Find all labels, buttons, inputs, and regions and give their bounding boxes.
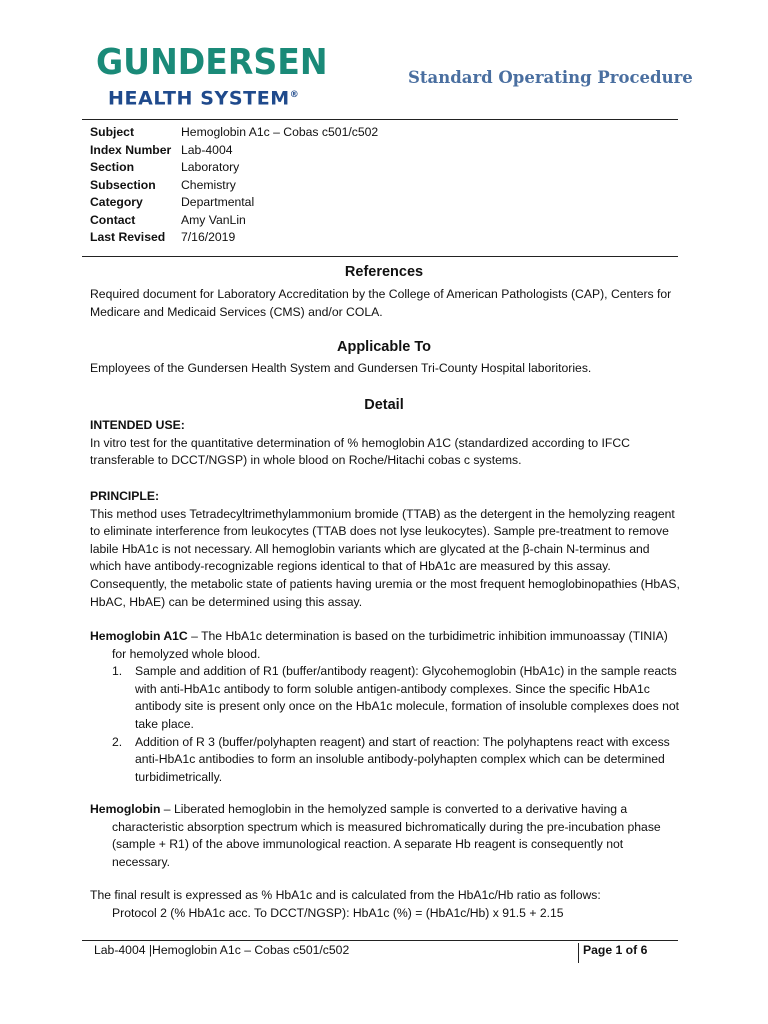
intended-use-section [90,417,680,470]
step-text: Sample and addition of R1 (buffer/antibody reagent): Glycohemoglobin (HbA1c) in the sample reacts with anti-HbA1c antibody to form soluble antigen-antibody complexes. Since the specific HbA1c antibody site is present only once on the HbA1c molecule, formation of insoluble complexes does not take place. [135,664,680,731]
meta-key: Subject [90,125,135,139]
hba1c-text: – The HbA1c determination is based on the turbidimetric inhibition immunoassay (TINIA) for hemolyzed whole blood. [112,629,668,661]
meta-key: Contact [90,212,136,227]
reaction-steps-list [90,663,680,786]
meta-row-last-revised [90,229,378,247]
step-number: 2. [112,734,123,749]
references-heading: References [344,264,424,280]
gundersen-logo [96,42,348,109]
step-text: Addition of R 3 (buffer/polyhapten reagent) and start of reaction: The polyhaptens react with excess anti-HbA1c antibodies to form an insoluble antibody-polyhapten complex which can be determined turbidimetrically. [135,734,670,784]
meta-value: Laboratory [181,160,240,174]
meta-key: Subsection [90,177,156,192]
hemoglobin-section [90,801,680,871]
applicable-heading: Applicable To [337,339,431,355]
meta-row-subject [90,124,378,142]
step-number: 1. [112,664,123,679]
intended-use-label: INTENDED USE: [90,418,185,432]
meta-value: Chemistry [181,177,236,192]
meta-value: 7/16/2019 [181,230,236,244]
meta-value: Amy VanLin [181,212,246,227]
meta-row-index [90,142,378,160]
document-type-title: Standard Operating Procedure [408,68,693,87]
logo-subtitle-text: HEALTH SYSTEM [108,87,290,110]
meta-key: Category [90,195,143,209]
applicable-text: Employees of the Gundersen Health System and Gundersen Tri-County Hospital laboritories. [90,361,592,375]
logo-wordmark: GUNDERSEN [96,42,328,83]
meta-key: Index Number [90,142,172,157]
intended-use-text: In vitro test for the quantitative determination of % hemoglobin A1C (standardized according to IFCC transferable to DCCT/NGSP) in whole blood on Roche/Hitachi cobas c systems. [90,435,630,468]
hemoglobin-text: – Liberated hemoglobin in the hemolyzed sample is converted to a derivative having a characteristic absorption spectrum which is measured bichromatically during the pre-incubation phase (sample + R1) of the above immunological reaction. A separate Hb reagent is consequently not necessary. [112,802,661,869]
principle-section [90,488,680,611]
header-divider [82,119,678,120]
meta-key: Last Revised [90,230,166,244]
list-item [90,663,680,733]
meta-row-category [90,194,378,212]
footer-divider [82,940,678,941]
meta-row-subsection [90,177,378,195]
footer-document-id: Lab-4004 |Hemoglobin A1c – Cobas c501/c502 [94,943,350,957]
metadata-divider [82,256,678,257]
meta-key: Section [90,160,135,174]
principle-text: This method uses Tetradecyltrimethylammonium bromide (TTAB) as the detergent in the hemolyzing reagent to eliminate interference from leukocytes (TTAB does not lyse leukocytes). Sample pre-treatment to remove labile HbA1c is not necessary. All hemoglobin variants which are glycated at the β-chain N-terminus and which have antibody-recognizable regions identical to that of HbA1c are measured by this assay. Consequently, the metabolic state of patients having uremia or the most frequent hemoglobinopathies (HbAS, HbAC, HbAE) can be determined using this assay. [90,506,680,609]
references-text: Required document for Laboratory Accreditation by the College of American Pathologists (CAP), Centers for Medicare and Medicaid Services (CMS) and/or COLA. [90,287,672,319]
final-result-text: The final result is expressed as % HbA1c and is calculated from the HbA1c/Hb ratio as follows: [90,888,601,902]
final-result-section [90,887,680,922]
registered-mark: ® [289,90,300,100]
hba1c-section [90,628,680,786]
meta-row-contact [90,212,378,230]
principle-label: PRINCIPLE: [90,489,160,503]
meta-value: Departmental [181,195,255,209]
hba1c-paragraph [90,628,680,663]
list-item [90,734,680,787]
hba1c-label: Hemoglobin A1C [90,629,188,643]
meta-value: Lab-4004 [181,142,233,157]
page-number: Page 1 of 6 [578,943,647,963]
meta-value: Hemoglobin A1c – Cobas c501/c502 [181,125,379,139]
meta-row-section [90,159,378,177]
hemoglobin-paragraph [90,801,680,871]
protocol-formula: Protocol 2 (% HbA1c acc. To DCCT/NGSP): HbA1c (%) = (HbA1c/Hb) x 91.5 + 2.15 [112,905,564,920]
hemoglobin-label: Hemoglobin [90,802,161,816]
detail-heading: Detail [364,397,404,413]
document-metadata [90,124,378,247]
logo-subtitle [108,84,348,109]
